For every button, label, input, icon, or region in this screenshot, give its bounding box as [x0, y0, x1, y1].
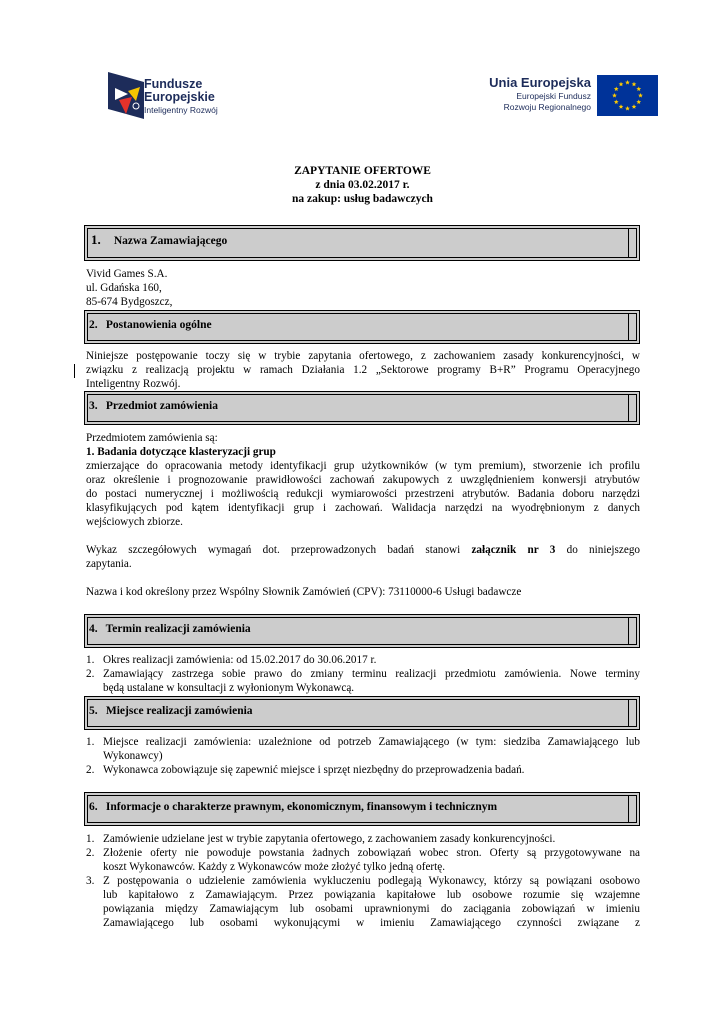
list-item — [86, 846, 640, 874]
list-line: Zamawiającego lub osobami wykonującymi w imieniu Zamawiającego czynności związane z — [103, 917, 640, 929]
document-title: ZAPYTANIE OFERTOWE — [294, 165, 431, 177]
list-item — [86, 667, 640, 695]
paragraph-line: do postaci numerycznej i możliwością redukcji wymiarowości przestrzeni atrybutów. Badania doboru narzędzi — [86, 488, 640, 500]
list-line: będą ustalane w konsultacji z wyłonionym Wykonawcą. — [103, 682, 355, 694]
section-title: Postanowienia ogólne — [105, 319, 212, 331]
list-line: koszt Wykonawców. Każdy z Wykonawców może złożyć tylko jedną ofertę. — [103, 861, 446, 873]
section-title: Przedmiot zamówienia — [105, 400, 218, 412]
section-number: 3. — [89, 400, 98, 412]
section-title: Miejsce realizacji zamówienia — [105, 705, 253, 717]
list-line: powiązania między Zamawiającym lub osobami uprawnionymi do zaciągania zobowiązań w imieniu — [103, 903, 640, 915]
paragraph-line: Inteligentny Rozwój. — [86, 378, 181, 390]
section-number: 4. — [89, 623, 98, 635]
section-number: 2. — [89, 319, 98, 331]
text-run: Wykaz szczegółowych wymagań dot. przeprowadzonych badań stanowi — [86, 544, 472, 556]
section-header-6 — [84, 792, 640, 826]
paragraph-line — [86, 543, 640, 557]
section-header-4 — [84, 614, 640, 648]
address-line: Vivid Games S.A. — [86, 268, 168, 280]
paragraph-line: Nazwa i kod określony przez Wspólny Słownik Zamówień (CPV): 73110000-6 Usługi badawcze — [86, 586, 522, 598]
paragraph-line: zmierzające do opracowania metody identyfikacji grup użytkowników (w tym premium), stworzenie ich profilu — [86, 460, 640, 472]
section-title: Nazwa Zamawiającego — [113, 235, 228, 247]
section-header-3 — [84, 391, 640, 425]
list-line: Wykonawcy) — [103, 750, 163, 762]
list-number: 1. — [86, 833, 95, 845]
section-header-1 — [84, 225, 640, 261]
list-item — [86, 874, 640, 930]
list-line: Złożenie oferty nie powoduje powstania żadnych zobowiązań wobec stron. Oferty są przygotowywane na — [103, 847, 640, 859]
section-title: Termin realizacji zamówienia — [105, 623, 251, 635]
paragraph-line: oraz określenie i prognozowanie prawidłowości zachowań zakupowych z uwzględnieniem konwersji atrybutów — [86, 474, 640, 486]
paragraph-line: Przedmiotem zamówienia są: — [86, 432, 218, 444]
list-number: 1. — [86, 654, 95, 666]
list-number: 2. — [86, 847, 95, 859]
document-date: z dnia 03.02.2017 r. — [315, 179, 410, 191]
section-title: Informacje o charakterze prawnym, ekonomicznym, finansowym i technicznym — [105, 801, 498, 813]
ue-logo-line1: Unia Europejska — [489, 75, 591, 90]
ue-logo-text — [478, 74, 591, 113]
list-item — [86, 653, 640, 667]
address-line: ul. Gdańska 160, — [86, 282, 162, 294]
list-number: 3. — [86, 875, 95, 887]
paragraph-line: wejściowych zbiorze. — [86, 516, 183, 528]
fe-logo-line2: Europejskie — [144, 90, 215, 104]
fe-logo-line3: Inteligentny Rozwój — [144, 105, 218, 115]
general-provisions-text — [86, 349, 640, 391]
attachment-reference: załącznik nr 3 — [471, 544, 556, 556]
realization-term-list — [86, 653, 640, 695]
list-number: 1. — [86, 736, 95, 748]
fe-logo-text — [144, 78, 218, 116]
section-header-2 — [84, 310, 640, 344]
paragraph-line: związku z realizacją projektu w ramach Działania 1.2 „Sektorowe programy B+R” Programu Operacyjnego — [86, 364, 640, 376]
list-line: Z postępowania o udzielenie zamówienia wykluczeniu podlegają Wykonawcy, którzy są powiązani osobowo — [103, 875, 640, 887]
eu-flag-icon — [597, 75, 658, 116]
contractor-address — [86, 267, 640, 309]
ue-logo-line2: Europejski Fundusz — [516, 91, 591, 101]
fe-logo-line1: Fundusze — [144, 77, 203, 91]
text-cursor — [218, 371, 221, 372]
document-subject: na zakup: usług badawczych — [292, 193, 433, 205]
text-run: do niniejszego — [555, 544, 640, 556]
section-header-5 — [84, 696, 640, 730]
list-line: Wykonawca zobowiązuje się zapewnić miejsce i sprzęt niezbędny do przeprowadzenia badań. — [103, 764, 525, 776]
list-line: Okres realizacji zamówienia: od 15.02.2017 do 30.06.2017 r. — [103, 654, 377, 666]
list-item — [86, 735, 640, 763]
address-line: 85-674 Bydgoszcz, — [86, 296, 173, 308]
paragraph-line: Niniejsze postępowanie toczy się w trybie zapytania ofertowego, z zachowaniem zasady konkurencyjności, w — [86, 350, 640, 362]
research-heading: 1. Badania dotyczące klasteryzacji grup — [86, 446, 276, 458]
section-number: 6. — [89, 801, 98, 813]
realization-place-list — [86, 735, 640, 777]
paragraph-line: zapytania. — [86, 558, 132, 570]
list-line: Zamawiający zastrzega sobie prawo do zmiany terminu realizacji przedmiotu zamówienia. Nowe terminy — [103, 668, 640, 680]
list-number: 2. — [86, 764, 95, 776]
cpv-code-text — [86, 585, 640, 599]
section-number: 1. — [91, 232, 101, 247]
order-subject-text — [86, 431, 640, 529]
requirements-reference — [86, 543, 640, 571]
change-marker — [74, 364, 75, 378]
list-line: Miejsce realizacji zamówienia: uzależnione od potrzeb Zamawiającego (w tym: siedziba Zamawiającego lub — [103, 736, 640, 748]
ue-logo-line3: Rozwoju Regionalnego — [503, 102, 591, 112]
list-line: Zamówienie udzielane jest w trybie zapytania ofertowego, z zachowaniem zasady konkurencyjności. — [103, 833, 556, 845]
list-line: lub kapitałowo z Zamawiającym. Przez powiązania kapitałowe lub osobowe rozumie się wzajemne — [103, 889, 640, 901]
paragraph-line: klasyfikujących pod kątem identyfikacji grup i zachowań. Walidacja narzędzi na wyodrębnionym z danych — [86, 502, 640, 514]
list-number: 2. — [86, 668, 95, 680]
legal-information-list — [86, 832, 640, 930]
list-item — [86, 763, 640, 777]
section-number: 5. — [89, 705, 98, 717]
list-item — [86, 832, 640, 846]
